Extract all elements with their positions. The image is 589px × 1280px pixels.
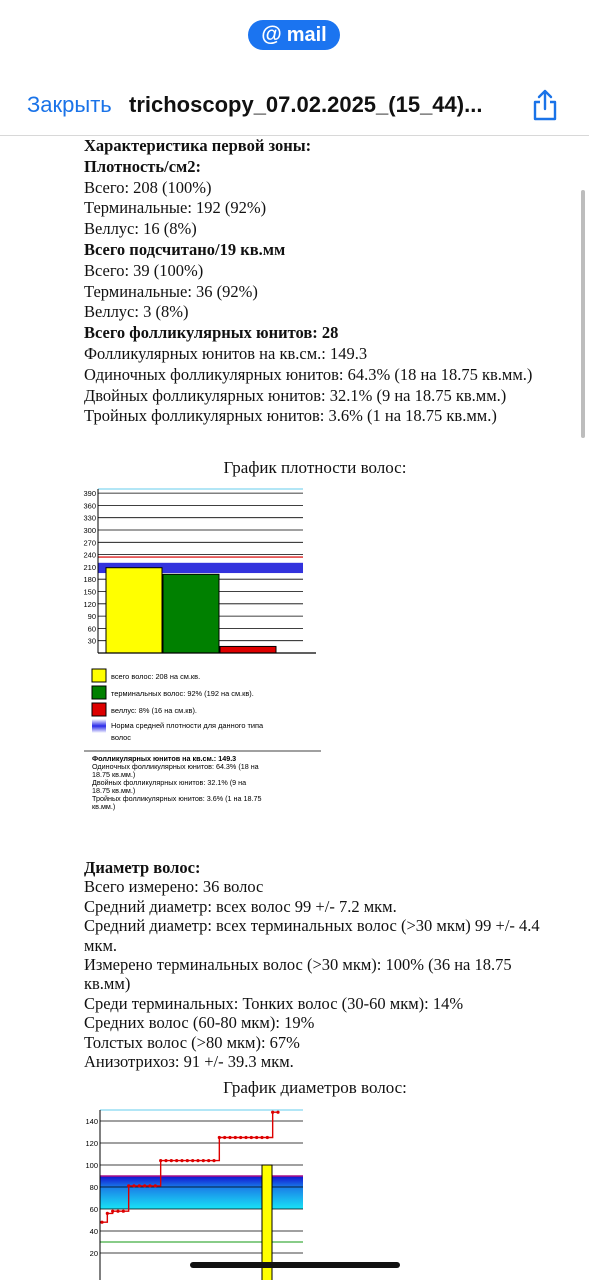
diameter-point — [122, 1210, 125, 1213]
legend-fu-line1: Фолликулярных юнитов на кв.см.: 149.3 — [92, 754, 237, 763]
legend-norm-line2: волос — [111, 733, 131, 742]
diameter-anisotrichosis: Анизотрихоз: 91 +/- 39.3 мкм. — [84, 1052, 294, 1072]
density-ytick: 330 — [83, 513, 96, 523]
density-heading: Плотность/см2: — [84, 156, 202, 176]
diameter-point — [180, 1159, 183, 1162]
legend-vellus: веллус: 8% (16 на см.кв). — [111, 706, 197, 715]
legend-terminal: терминальных волос: 92% (192 на см.кв). — [111, 689, 254, 698]
density-ytick: 360 — [83, 501, 96, 511]
diameter-point — [250, 1136, 253, 1139]
home-indicator[interactable] — [190, 1262, 400, 1268]
density-ytick: 120 — [83, 599, 96, 609]
diameter-heading: Диаметр волос: — [84, 858, 201, 877]
diameter-point — [196, 1159, 199, 1162]
diameter-point — [132, 1184, 135, 1187]
fu-single: Одиночных фолликулярных юнитов: 64.3% (18 на 18.75 кв.мм.) — [84, 364, 533, 384]
diameter-point — [228, 1136, 231, 1139]
diameter-point — [154, 1184, 157, 1187]
diameter-point — [276, 1111, 279, 1114]
legend-swatch-total — [92, 669, 106, 682]
at-icon: @ — [261, 23, 282, 46]
diameter-point — [255, 1136, 258, 1139]
diameter-point — [234, 1136, 237, 1139]
diameter-thick: Толстых волос (>80 мкм): 67% — [84, 1032, 300, 1052]
diameter-point — [244, 1136, 247, 1139]
diameter-point — [106, 1212, 109, 1215]
counted-vellus: Веллус: 3 (8%) — [84, 302, 189, 322]
density-bar — [106, 568, 162, 653]
diameter-point — [148, 1184, 151, 1187]
fu-triple: Тройных фолликулярных юнитов: 3.6% (1 на 18.75 кв.мм.) — [84, 406, 497, 426]
diameter-measured-terminal: Измерено терминальных волос (>30 мкм): 100% (36 на 18.75 кв.мм) — [84, 955, 512, 994]
diameter-chart-title: График диаметров волос: — [223, 1078, 407, 1097]
density-ytick: 240 — [83, 550, 96, 560]
diameter-point — [191, 1159, 194, 1162]
diameter-summary — [84, 858, 554, 1071]
document-title: trichoscopy_07.02.2025_(15_44)... — [129, 92, 483, 117]
density-ytick: 90 — [87, 612, 96, 622]
diameter-avg-terminal: Средний диаметр: всех терминальных волос (>30 мкм) 99 +/- 4.4 мкм. — [84, 916, 540, 955]
diameter-point — [260, 1136, 263, 1139]
diameter-point — [159, 1159, 162, 1162]
density-ytick: 390 — [83, 489, 96, 499]
density-chart-title: График плотности волос: — [223, 458, 407, 477]
diameter-point — [143, 1184, 146, 1187]
diameter-measured: Всего измерено: 36 волос — [84, 877, 264, 897]
diameter-ytick: 40 — [89, 1227, 98, 1236]
document-content[interactable] — [0, 135, 589, 1280]
norm-diameter-band — [100, 1176, 303, 1209]
close-button[interactable]: Закрыть — [27, 92, 112, 117]
density-ytick: 30 — [87, 636, 96, 646]
mail-badge[interactable] — [248, 20, 340, 50]
density-bar — [220, 646, 276, 653]
counted-terminal: Терминальные: 36 (92%) — [84, 281, 258, 301]
diameter-point — [164, 1159, 167, 1162]
density-ytick: 180 — [83, 575, 96, 585]
density-ytick: 210 — [83, 562, 96, 572]
legend-fu-line5: 18.75 кв.мм.) — [92, 786, 136, 795]
counted-total: Всего: 39 (100%) — [84, 260, 204, 280]
diameter-ytick: 20 — [89, 1249, 98, 1258]
density-bar — [163, 574, 219, 653]
diameter-ytick: 60 — [89, 1205, 98, 1214]
diameter-chart — [80, 1107, 325, 1280]
density-ytick: 270 — [83, 538, 96, 548]
legend-swatch-vellus — [92, 703, 106, 716]
legend-fu-line4: Двойных фолликулярных юнитов: 32.1% (9 на — [92, 778, 247, 787]
legend-fu-line3: 18.75 кв.мм.) — [92, 770, 136, 779]
legend-fu-line6: Тройных фолликулярных юнитов: 3.6% (1 на 18.75 — [92, 794, 262, 803]
diameter-ytick: 140 — [85, 1117, 98, 1126]
legend-norm-line1: Норма средней плотности для данного типа — [111, 721, 264, 730]
density-chart — [80, 485, 325, 825]
legend-swatch-terminal — [92, 686, 106, 699]
diameter-point — [207, 1159, 210, 1162]
zone-summary — [84, 136, 554, 427]
diameter-ytick: 80 — [89, 1183, 98, 1192]
legend-fu-line2: Одиночных фолликулярных юнитов: 64.3% (18 на — [92, 762, 259, 771]
diameter-point — [223, 1136, 226, 1139]
density-ytick: 150 — [83, 587, 96, 597]
scrollbar[interactable] — [581, 190, 585, 438]
diameter-point — [266, 1136, 269, 1139]
density-ytick: 300 — [83, 526, 96, 535]
diameter-thin: Среди терминальных: Тонких волос (30-60 мкм): 14% — [84, 993, 464, 1013]
counted-heading: Всего подсчитано/19 кв.мм — [84, 239, 286, 259]
fu-heading: Всего фолликулярных юнитов: 28 — [84, 323, 339, 343]
diameter-point — [186, 1159, 189, 1162]
diameter-point — [116, 1210, 119, 1213]
zone-heading: Характеристика первой зоны: — [84, 136, 312, 155]
diameter-point — [271, 1111, 274, 1114]
mail-badge-label: mail — [286, 23, 327, 46]
diameter-point — [202, 1159, 205, 1162]
share-icon — [530, 88, 560, 122]
diameter-point — [218, 1136, 221, 1139]
density-vellus: Веллус: 16 (8%) — [84, 219, 197, 239]
density-terminal: Терминальные: 192 (92%) — [84, 198, 267, 218]
legend-total: всего волос: 208 на см.кв. — [111, 672, 201, 681]
diameter-ytick: 100 — [85, 1161, 98, 1170]
diameter-avg-all: Средний диаметр: всех волос 99 +/- 7.2 мкм. — [84, 896, 397, 916]
share-button[interactable] — [530, 88, 560, 122]
diameter-ytick: 120 — [85, 1139, 98, 1148]
legend-swatch-norm — [92, 719, 106, 733]
density-ytick: 60 — [87, 624, 96, 634]
diameter-point — [138, 1184, 141, 1187]
fu-per-cm: Фолликулярных юнитов на кв.см.: 149.3 — [84, 343, 368, 363]
top-bar — [0, 0, 589, 136]
diameter-point — [127, 1184, 130, 1187]
diameter-point — [100, 1221, 103, 1224]
diameter-point — [212, 1159, 215, 1162]
diameter-point — [239, 1136, 242, 1139]
diameter-point — [111, 1210, 114, 1213]
density-total: Всего: 208 (100%) — [84, 177, 212, 197]
diameter-point — [170, 1159, 173, 1162]
fu-double: Двойных фолликулярных юнитов: 32.1% (9 на 18.75 кв.мм.) — [84, 385, 507, 405]
legend-fu-line7: кв.мм.) — [92, 802, 116, 811]
diameter-point — [175, 1159, 178, 1162]
diameter-medium: Средних волос (60-80 мкм): 19% — [84, 1013, 315, 1033]
